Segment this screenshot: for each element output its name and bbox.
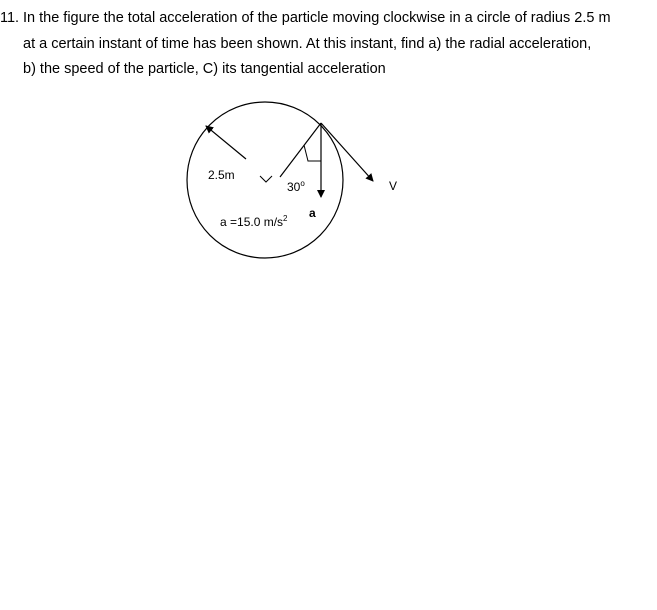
radius-arrow <box>206 126 246 159</box>
radius-label: 2.5m <box>208 168 235 182</box>
acceleration-value-label <box>220 215 288 229</box>
acceleration-vector-label: a <box>309 206 316 220</box>
angle-label <box>287 180 305 194</box>
center-mark <box>260 176 272 182</box>
circular-motion-figure <box>180 95 420 265</box>
angle-arc <box>304 145 321 161</box>
degree-symbol: o <box>300 179 305 188</box>
question-line-1 <box>0 6 650 32</box>
center-to-particle-line <box>280 123 321 177</box>
question-text <box>0 6 650 83</box>
velocity-arrow <box>321 123 373 181</box>
question-number: 11. <box>0 10 20 26</box>
angle-value: 30 <box>287 180 301 194</box>
acceleration-value-text: a =15.0 m/s <box>220 215 284 229</box>
question-text-line-3: b) the speed of the particle, C) its tangential acceleration <box>23 61 386 77</box>
question-text-line-2: at a certain instant of time has been shown. At this instant, find a) the radial acceleration, <box>23 35 592 52</box>
velocity-label: V <box>389 179 398 193</box>
question-text-line-1: In the figure the total acceleration of the particle moving clockwise in a circle of radius 2.5 m <box>23 10 611 26</box>
acceleration-exponent: 2 <box>283 214 288 223</box>
